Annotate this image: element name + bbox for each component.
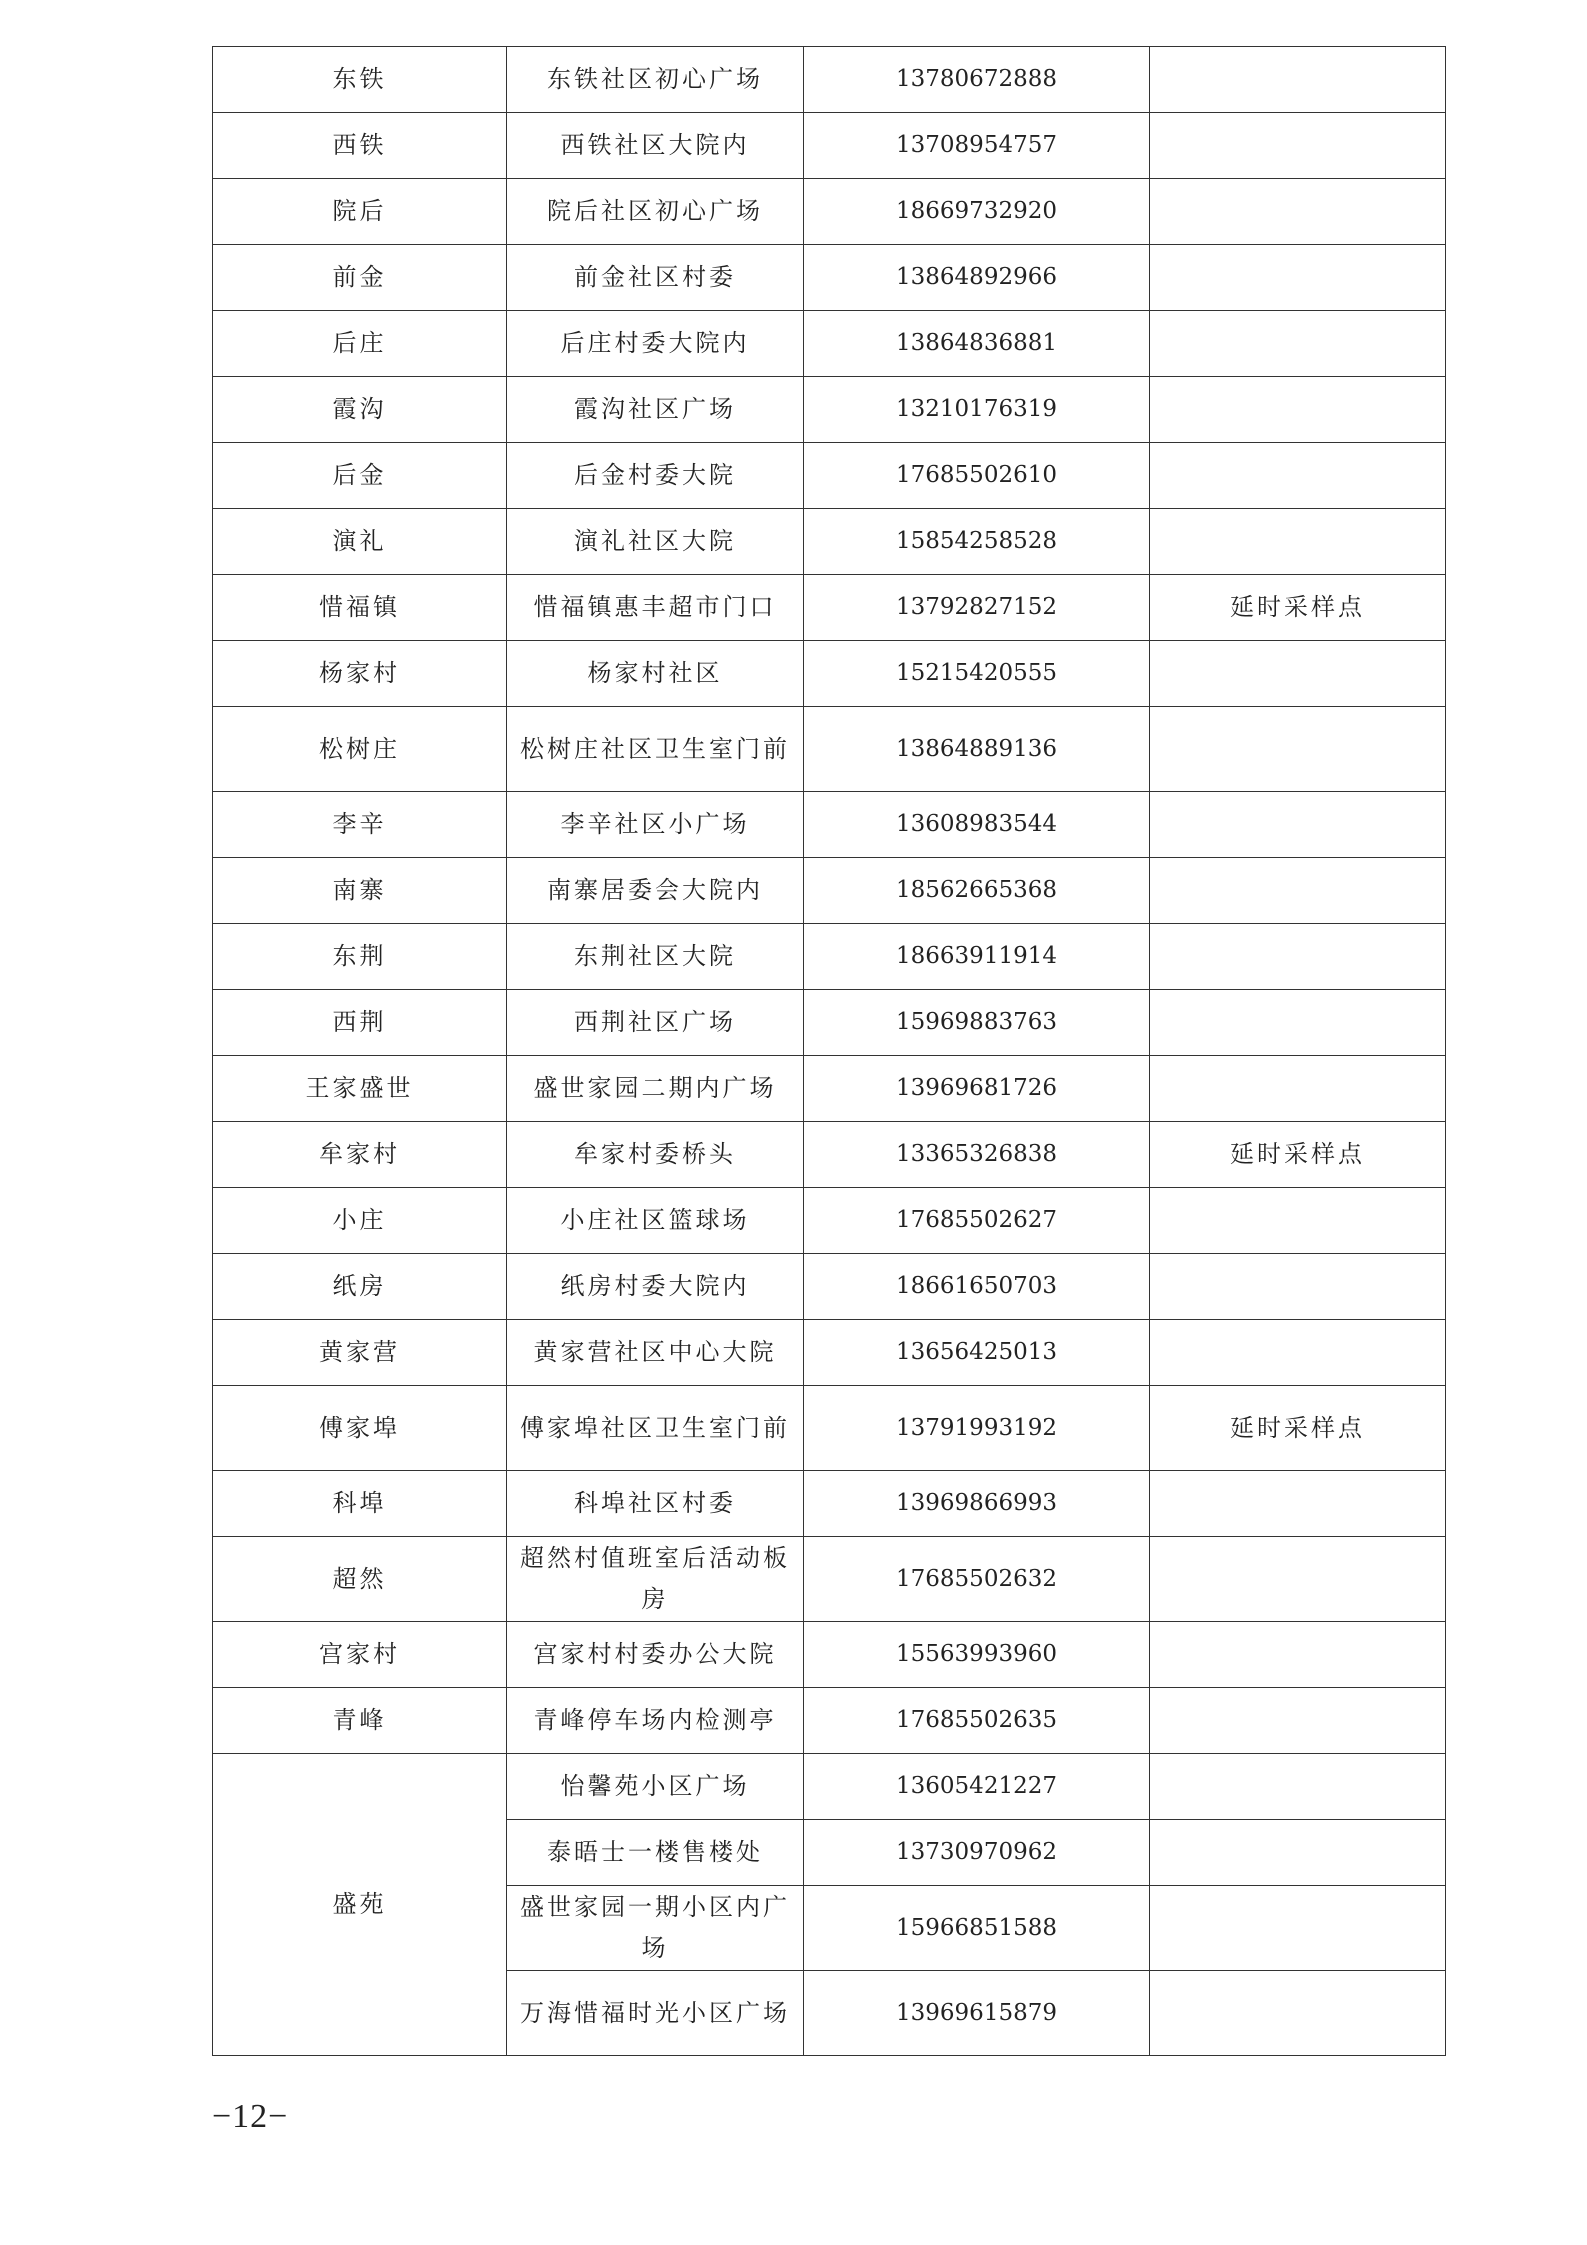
area-cell: 宫家村 <box>213 1622 507 1688</box>
note-cell <box>1150 1688 1446 1754</box>
phone-cell: 13969615879 <box>804 1971 1150 2056</box>
area-cell: 杨家村 <box>213 641 507 707</box>
phone-cell: 18669732920 <box>804 179 1150 245</box>
site-cell: 东荆社区大院 <box>507 924 804 990</box>
testing-sites-table <box>212 46 1446 2056</box>
note-cell <box>1150 377 1446 443</box>
table-row <box>213 1471 1446 1537</box>
group-area-cell: 盛苑 <box>213 1754 507 2056</box>
table-row <box>213 990 1446 1056</box>
phone-cell: 13780672888 <box>804 47 1150 113</box>
table-row <box>213 245 1446 311</box>
table-row <box>213 641 1446 707</box>
table-row <box>213 1386 1446 1471</box>
phone-cell: 17685502632 <box>804 1537 1150 1622</box>
site-cell: 牟家村委桥头 <box>507 1122 804 1188</box>
note-cell <box>1150 1886 1446 1971</box>
area-cell: 南寨 <box>213 858 507 924</box>
table-row <box>213 509 1446 575</box>
note-cell <box>1150 990 1446 1056</box>
table-row <box>213 1537 1446 1622</box>
area-cell: 后金 <box>213 443 507 509</box>
site-cell: 傅家埠社区卫生室门前 <box>507 1386 804 1471</box>
phone-cell: 13791993192 <box>804 1386 1150 1471</box>
table-row <box>213 1122 1446 1188</box>
table-row <box>213 707 1446 792</box>
note-cell <box>1150 1820 1446 1886</box>
area-cell: 后庄 <box>213 311 507 377</box>
area-cell: 牟家村 <box>213 1122 507 1188</box>
table-row <box>213 858 1446 924</box>
table-row <box>213 311 1446 377</box>
phone-cell: 15966851588 <box>804 1886 1150 1971</box>
phone-cell: 13969681726 <box>804 1056 1150 1122</box>
note-cell <box>1150 1320 1446 1386</box>
area-cell: 前金 <box>213 245 507 311</box>
table-row <box>213 1688 1446 1754</box>
table-body <box>213 47 1446 2056</box>
note-cell <box>1150 1622 1446 1688</box>
note-cell <box>1150 113 1446 179</box>
table-row <box>213 113 1446 179</box>
site-cell: 霞沟社区广场 <box>507 377 804 443</box>
table-row <box>213 377 1446 443</box>
page-number: −12− <box>212 2098 289 2135</box>
site-cell: 松树庄社区卫生室门前 <box>507 707 804 792</box>
note-cell: 延时采样点 <box>1150 575 1446 641</box>
phone-cell: 17685502610 <box>804 443 1150 509</box>
site-cell: 小庄社区篮球场 <box>507 1188 804 1254</box>
site-cell: 南寨居委会大院内 <box>507 858 804 924</box>
note-cell <box>1150 245 1446 311</box>
area-cell: 科埠 <box>213 1471 507 1537</box>
area-cell: 西荆 <box>213 990 507 1056</box>
table-row <box>213 1622 1446 1688</box>
site-cell: 前金社区村委 <box>507 245 804 311</box>
table-row <box>213 924 1446 990</box>
site-cell: 盛世家园一期小区内广场 <box>507 1886 804 1971</box>
phone-cell: 13792827152 <box>804 575 1150 641</box>
note-cell <box>1150 1754 1446 1820</box>
site-cell: 演礼社区大院 <box>507 509 804 575</box>
phone-cell: 13365326838 <box>804 1122 1150 1188</box>
site-cell: 黄家营社区中心大院 <box>507 1320 804 1386</box>
phone-cell: 13864836881 <box>804 311 1150 377</box>
note-cell <box>1150 311 1446 377</box>
phone-cell: 17685502627 <box>804 1188 1150 1254</box>
site-cell: 怡馨苑小区广场 <box>507 1754 804 1820</box>
phone-cell: 15215420555 <box>804 641 1150 707</box>
note-cell <box>1150 707 1446 792</box>
note-cell <box>1150 1254 1446 1320</box>
note-cell <box>1150 443 1446 509</box>
phone-cell: 13210176319 <box>804 377 1150 443</box>
table-row <box>213 1320 1446 1386</box>
site-cell: 纸房村委大院内 <box>507 1254 804 1320</box>
site-cell: 后庄村委大院内 <box>507 311 804 377</box>
note-cell <box>1150 509 1446 575</box>
note-cell <box>1150 1056 1446 1122</box>
table-row <box>213 1188 1446 1254</box>
note-cell: 延时采样点 <box>1150 1386 1446 1471</box>
site-cell: 万海惜福时光小区广场 <box>507 1971 804 2056</box>
area-cell: 纸房 <box>213 1254 507 1320</box>
phone-cell: 15969883763 <box>804 990 1150 1056</box>
site-cell: 泰晤士一楼售楼处 <box>507 1820 804 1886</box>
site-cell: 杨家村社区 <box>507 641 804 707</box>
site-cell: 超然村值班室后活动板房 <box>507 1537 804 1622</box>
table-row <box>213 179 1446 245</box>
phone-cell: 13656425013 <box>804 1320 1150 1386</box>
site-cell: 宫家村村委办公大院 <box>507 1622 804 1688</box>
site-cell: 青峰停车场内检测亭 <box>507 1688 804 1754</box>
area-cell: 小庄 <box>213 1188 507 1254</box>
area-cell: 松树庄 <box>213 707 507 792</box>
table-row <box>213 47 1446 113</box>
site-cell: 西荆社区广场 <box>507 990 804 1056</box>
phone-cell: 17685502635 <box>804 1688 1150 1754</box>
note-cell <box>1150 792 1446 858</box>
phone-cell: 13708954757 <box>804 113 1150 179</box>
phone-cell: 18663911914 <box>804 924 1150 990</box>
area-cell: 惜福镇 <box>213 575 507 641</box>
area-cell: 西铁 <box>213 113 507 179</box>
note-cell <box>1150 641 1446 707</box>
area-cell: 傅家埠 <box>213 1386 507 1471</box>
note-cell <box>1150 1537 1446 1622</box>
phone-cell: 13608983544 <box>804 792 1150 858</box>
site-cell: 西铁社区大院内 <box>507 113 804 179</box>
note-cell <box>1150 1971 1446 2056</box>
table-row <box>213 575 1446 641</box>
site-cell: 李辛社区小广场 <box>507 792 804 858</box>
phone-cell: 15854258528 <box>804 509 1150 575</box>
phone-cell: 15563993960 <box>804 1622 1150 1688</box>
table-row <box>213 1754 1446 1820</box>
note-cell <box>1150 1471 1446 1537</box>
table-row <box>213 443 1446 509</box>
phone-cell: 18661650703 <box>804 1254 1150 1320</box>
site-cell: 惜福镇惠丰超市门口 <box>507 575 804 641</box>
area-cell: 黄家营 <box>213 1320 507 1386</box>
area-cell: 演礼 <box>213 509 507 575</box>
note-cell <box>1150 924 1446 990</box>
table-row <box>213 1254 1446 1320</box>
table-row <box>213 792 1446 858</box>
note-cell <box>1150 858 1446 924</box>
phone-cell: 18562665368 <box>804 858 1150 924</box>
phone-cell: 13864892966 <box>804 245 1150 311</box>
site-cell: 院后社区初心广场 <box>507 179 804 245</box>
area-cell: 超然 <box>213 1537 507 1622</box>
site-cell: 盛世家园二期内广场 <box>507 1056 804 1122</box>
note-cell: 延时采样点 <box>1150 1122 1446 1188</box>
area-cell: 青峰 <box>213 1688 507 1754</box>
area-cell: 东荆 <box>213 924 507 990</box>
area-cell: 院后 <box>213 179 507 245</box>
site-cell: 后金村委大院 <box>507 443 804 509</box>
area-cell: 王家盛世 <box>213 1056 507 1122</box>
phone-cell: 13969866993 <box>804 1471 1150 1537</box>
note-cell <box>1150 179 1446 245</box>
note-cell <box>1150 1188 1446 1254</box>
phone-cell: 13605421227 <box>804 1754 1150 1820</box>
phone-cell: 13730970962 <box>804 1820 1150 1886</box>
area-cell: 李辛 <box>213 792 507 858</box>
table-row <box>213 1056 1446 1122</box>
site-cell: 东铁社区初心广场 <box>507 47 804 113</box>
area-cell: 霞沟 <box>213 377 507 443</box>
note-cell <box>1150 47 1446 113</box>
phone-cell: 13864889136 <box>804 707 1150 792</box>
site-cell: 科埠社区村委 <box>507 1471 804 1537</box>
area-cell: 东铁 <box>213 47 507 113</box>
